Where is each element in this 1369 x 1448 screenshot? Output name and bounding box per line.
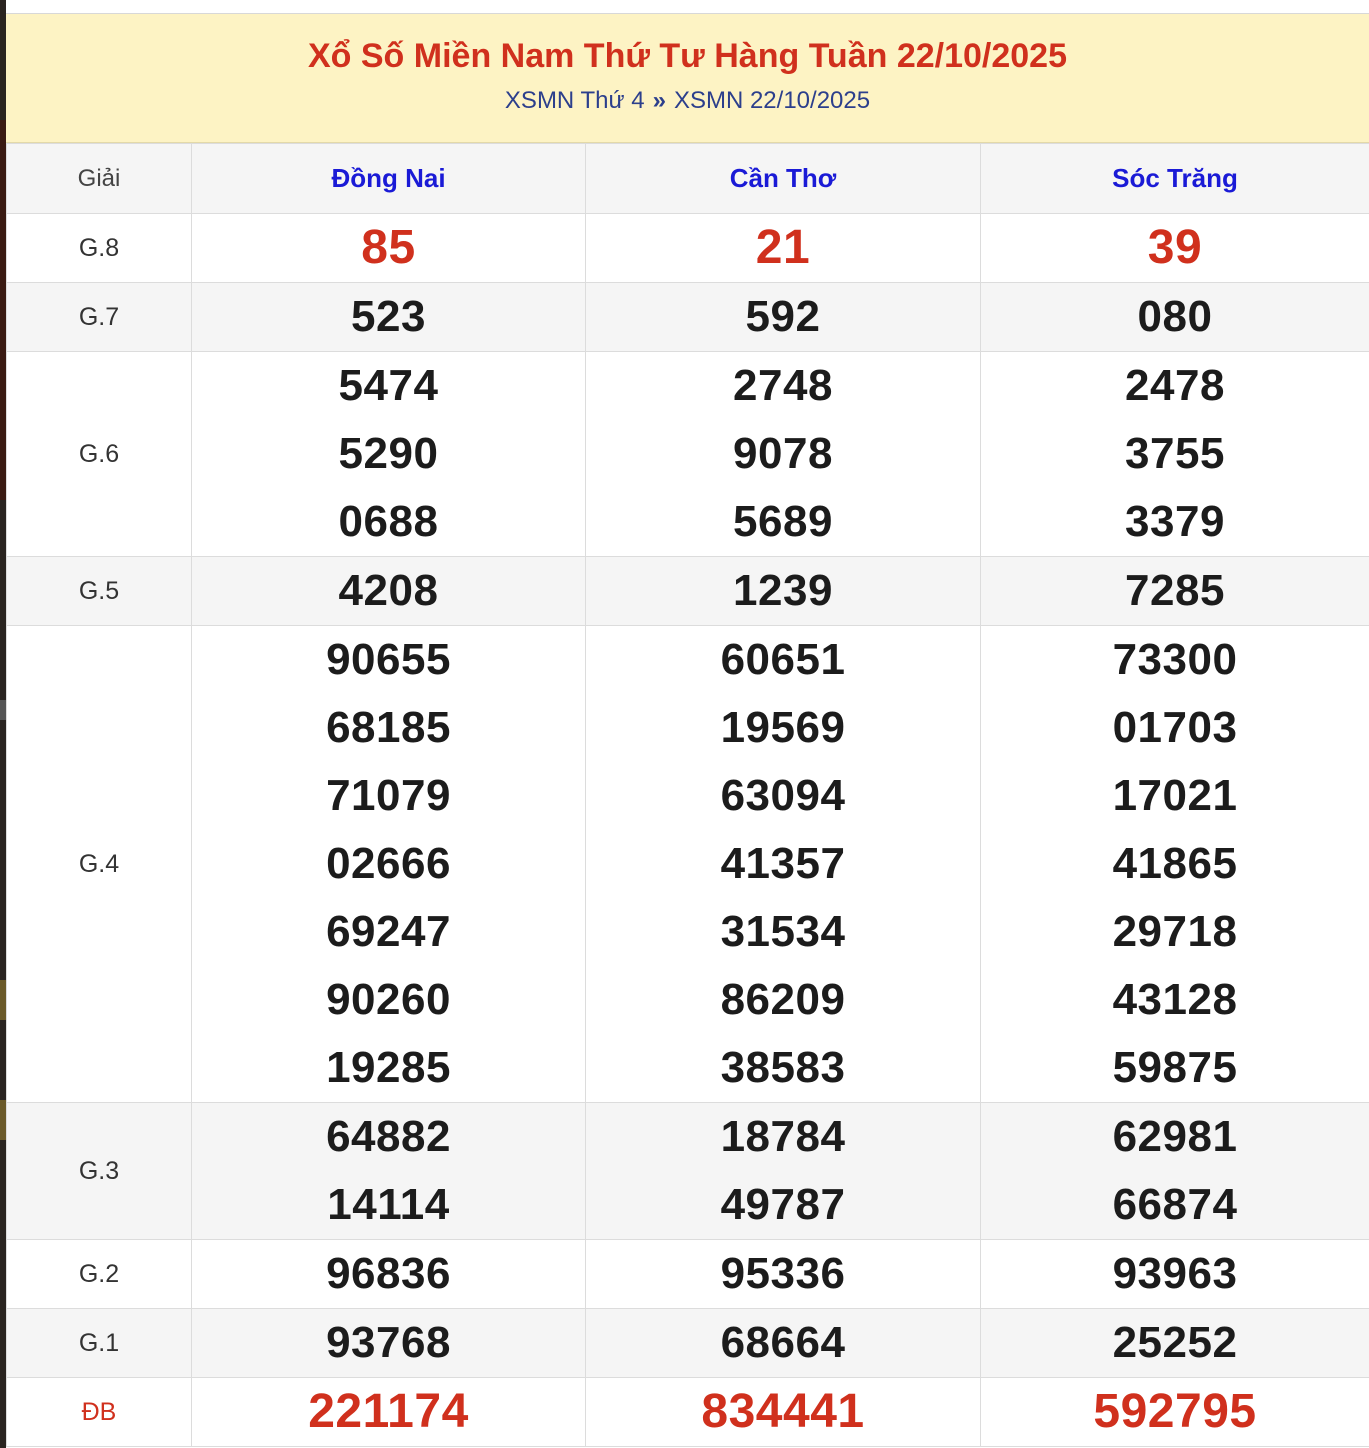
prize-number: 38583 [720, 1043, 846, 1092]
prize-number: 4208 [338, 566, 439, 615]
prize-cell [192, 1309, 586, 1378]
prize-number: 85 [361, 221, 416, 274]
prize-number: 60651 [720, 635, 846, 684]
prize-number: 834441 [701, 1385, 865, 1438]
prize-row [7, 283, 1369, 352]
breadcrumb-link-date[interactable]: XSMN 22/10/2025 [673, 87, 871, 114]
prize-cell [586, 283, 981, 352]
column-header-soc-trang[interactable]: Sóc Trăng [981, 144, 1369, 214]
prize-cell [586, 352, 981, 557]
breadcrumb-separator: » [652, 87, 666, 114]
prize-number: 19569 [720, 703, 846, 752]
prize-number: 14114 [327, 1180, 450, 1229]
prize-number: 69247 [326, 907, 451, 956]
prize-cell [981, 1378, 1369, 1447]
prize-number: 39 [1147, 221, 1203, 274]
prize-number: 2478 [1125, 361, 1225, 410]
prize-cell [192, 1240, 586, 1309]
prize-number: 41865 [1112, 839, 1238, 888]
prize-number: 95336 [720, 1249, 846, 1298]
prize-number: 592 [745, 292, 821, 341]
prize-number: 21 [755, 221, 811, 274]
prize-number: 5689 [733, 497, 833, 546]
prize-number: 71079 [326, 771, 451, 820]
prize-number: 0688 [338, 497, 439, 546]
prize-cell [586, 1378, 981, 1447]
prize-number: 31534 [720, 907, 846, 956]
prize-cell [192, 626, 586, 1103]
prize-number: 41357 [720, 839, 846, 888]
prize-label: G.5 [7, 557, 192, 626]
prize-cell [981, 352, 1369, 557]
prize-number: 9078 [733, 429, 833, 478]
prize-label: G.3 [7, 1103, 192, 1240]
prize-row [7, 352, 1369, 557]
results-header [6, 14, 1369, 143]
prize-number: 73300 [1112, 635, 1238, 684]
prize-number: 90655 [326, 635, 451, 684]
prize-number: 221174 [308, 1385, 469, 1438]
prize-number: 59875 [1112, 1043, 1238, 1092]
prize-number: 66874 [1112, 1180, 1238, 1229]
prize-row [7, 557, 1369, 626]
prize-cell [981, 214, 1369, 283]
prize-label: G.7 [7, 283, 192, 352]
top-border [6, 0, 1369, 14]
prize-number: 93963 [1112, 1249, 1238, 1298]
prize-label: G.2 [7, 1240, 192, 1309]
prize-number: 19285 [326, 1043, 451, 1092]
prize-cell [981, 1240, 1369, 1309]
prize-number: 523 [351, 292, 426, 341]
prize-cell [192, 1103, 586, 1240]
page-title: Xổ Số Miền Nam Thứ Tư Hàng Tuần 22/10/2025 [307, 37, 1067, 75]
prize-number: 49787 [720, 1180, 846, 1229]
breadcrumb-link-thu4[interactable]: XSMN Thứ 4 [504, 87, 645, 114]
prize-row [7, 1378, 1369, 1447]
prize-number: 17021 [1112, 771, 1238, 820]
prize-number: 64882 [326, 1112, 451, 1161]
prize-row [7, 626, 1369, 1103]
prize-number: 86209 [720, 975, 846, 1024]
column-header-giai: Giải [7, 144, 192, 214]
prize-cell [192, 557, 586, 626]
prize-number: 68664 [720, 1318, 846, 1367]
prize-row [7, 214, 1369, 283]
prize-number: 18784 [720, 1112, 846, 1161]
prize-cell [981, 283, 1369, 352]
table-header-row [7, 144, 1369, 214]
results-table [6, 143, 1369, 1447]
prize-cell [586, 214, 981, 283]
column-header-can-tho[interactable]: Cần Thơ [586, 144, 981, 214]
prize-row [7, 1103, 1369, 1240]
prize-number: 02666 [326, 839, 451, 888]
prize-number: 5290 [338, 429, 439, 478]
prize-cell [586, 557, 981, 626]
prize-cell [192, 352, 586, 557]
prize-row [7, 1240, 1369, 1309]
prize-number: 29718 [1112, 907, 1238, 956]
prize-number: 93768 [326, 1318, 451, 1367]
prize-number: 5474 [338, 361, 439, 410]
prize-number: 90260 [326, 975, 451, 1024]
prize-label: G.4 [7, 626, 192, 1103]
prize-number: 96836 [326, 1249, 451, 1298]
prize-cell [586, 1309, 981, 1378]
prize-number: 1239 [733, 566, 833, 615]
prize-number: 63094 [720, 771, 846, 820]
prize-cell [586, 1240, 981, 1309]
prize-label: ĐB [7, 1378, 192, 1447]
prize-number: 68185 [326, 703, 451, 752]
prize-label: G.6 [7, 352, 192, 557]
prize-cell [192, 283, 586, 352]
prize-number: 25252 [1112, 1318, 1238, 1367]
prize-number: 592795 [1093, 1385, 1257, 1438]
prize-cell [981, 557, 1369, 626]
prize-number: 43128 [1112, 975, 1238, 1024]
prize-cell [192, 214, 586, 283]
results-panel [6, 0, 1369, 1448]
prize-cell [981, 626, 1369, 1103]
prize-cell [586, 626, 981, 1103]
prize-number: 080 [1137, 292, 1213, 341]
prize-number: 01703 [1112, 703, 1238, 752]
prize-number: 62981 [1112, 1112, 1238, 1161]
prize-cell [192, 1378, 586, 1447]
prize-number: 3379 [1125, 497, 1225, 546]
prize-row [7, 1309, 1369, 1378]
breadcrumb [6, 86, 1369, 116]
prize-cell [586, 1103, 981, 1240]
prize-label: G.8 [7, 214, 192, 283]
prize-cell [981, 1103, 1369, 1240]
prize-number: 2748 [733, 361, 833, 410]
prize-cell [981, 1309, 1369, 1378]
prize-number: 7285 [1125, 566, 1225, 615]
prize-label: G.1 [7, 1309, 192, 1378]
column-header-dong-nai[interactable]: Đồng Nai [192, 144, 586, 214]
prize-number: 3755 [1125, 429, 1225, 478]
